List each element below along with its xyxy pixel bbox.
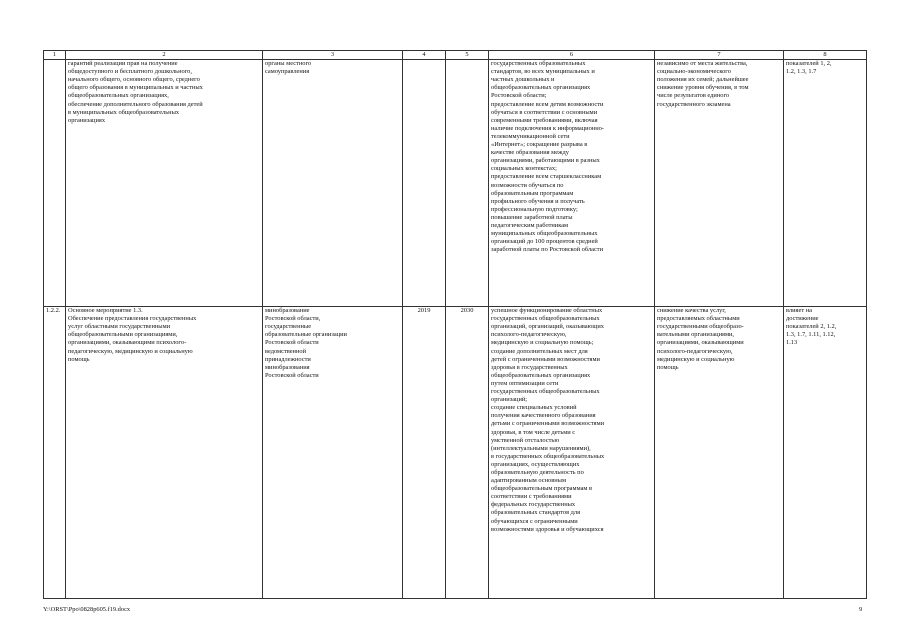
text-line: муниципальных общеобразовательных [491, 230, 598, 238]
text-line: 1.3, 1.7, 1.11, 1.12, [786, 331, 836, 339]
text-line: организациями, оказывающими психолого- [68, 339, 187, 347]
text-line: Ростовской области [265, 339, 319, 347]
text-line: педагогическим работникам [491, 221, 569, 229]
text-line: снижение уровня обучения, в том [657, 84, 749, 92]
text-line: предоставление всем старшеклассникам [491, 173, 602, 181]
text-line: государственными общеобразо- [657, 323, 744, 331]
text-line: социально-экономического [657, 68, 731, 76]
text-line: качестве образования между [491, 149, 569, 157]
text-line: числе результатов единого [657, 92, 730, 100]
text-line: Основное мероприятие 1.3. [68, 307, 143, 315]
text-line: влияет на [786, 307, 812, 315]
text-line: путем оптимизации сети [491, 379, 559, 387]
text-line: медицинскую и социальную помощь; [491, 339, 594, 347]
text-line: показателей 2, 1.2, [786, 323, 837, 331]
text-line: организациях [68, 116, 106, 124]
row-number: 1.2.2. [44, 307, 66, 599]
text-line: стандартов, во всех муниципальных и [491, 68, 595, 76]
end-year-cell: 2030 [446, 307, 489, 599]
text-line: повышение заработной платы [491, 213, 573, 221]
consequences-cell [655, 60, 784, 307]
indicators-cell [784, 307, 867, 599]
text-line: возможностями здоровья и обучающихся [491, 525, 604, 533]
file-path: Y:\ORST\Ppo\0828p605.f19.docx [43, 606, 131, 613]
text-line: Ростовской области [265, 371, 319, 379]
text-line: образовательные организации [265, 331, 347, 339]
text-line: ведомственной [265, 347, 307, 355]
table-row [44, 307, 867, 599]
text-line: современными требованиями, включая [491, 116, 598, 124]
text-line: адаптированным основным [491, 477, 566, 485]
text-line: детьми с ограниченными возможностями [491, 420, 605, 428]
text-line: начального общего, основного общего, среднего [68, 76, 200, 84]
text-line: достижение [786, 315, 819, 323]
text-line: создание дополнительных мест для [491, 347, 588, 355]
text-line: предоставляемых областными [657, 315, 740, 323]
end-year-cell [446, 60, 489, 307]
text-line: общеобразовательными организациями, [68, 331, 178, 339]
page-number: 9 [859, 606, 863, 613]
text-line: положения их семей; дальнейшее [657, 76, 749, 84]
text-line: образовательную деятельность по [491, 468, 584, 476]
header-cell: 5 [446, 51, 489, 60]
consequences-cell [655, 307, 784, 599]
text-line: Ростовской области; [491, 92, 547, 100]
text-line: детей с ограниченными возможностями [491, 355, 600, 363]
header-cell: 7 [655, 51, 784, 60]
text-line: соответствии с требованиями [491, 493, 572, 501]
text-line: медицинскую и социальную [657, 355, 735, 363]
text-line: общего образования в муниципальных и частных [68, 84, 203, 92]
text-line: телекоммуникационной сети [491, 132, 570, 140]
text-line: независимо от места жительства, [657, 60, 748, 68]
table-row [44, 60, 867, 307]
text-line: (интеллектуальными нарушениями), [491, 444, 591, 452]
header-row [44, 51, 867, 60]
header-cell: 4 [403, 51, 446, 60]
text-line: образовательных стандартов для [491, 509, 581, 517]
text-line: помощь [657, 363, 679, 371]
expected-result-cell [489, 60, 655, 307]
text-line: помощь [68, 355, 90, 363]
expected-result-cell [489, 307, 655, 599]
program-table [43, 50, 867, 599]
text-line: обеспечение дополнительного образования детей [68, 100, 203, 108]
text-line: возможности обучаться по [491, 181, 564, 189]
text-line: профильного обучения и получать [491, 197, 585, 205]
text-line: общеобразовательных организациях [491, 371, 591, 379]
text-line: обучаться в соответствии с основными [491, 108, 598, 116]
header-cell: 3 [263, 51, 403, 60]
text-line: обучающихся с ограниченными [491, 517, 578, 525]
start-year-cell: 2019 [403, 307, 446, 599]
text-line: заработной платы по Ростовской области [491, 246, 604, 254]
text-line: государственных общеобразовательных [491, 388, 600, 396]
text-line: организациях, осуществляющих [491, 460, 580, 468]
text-line: организациями, работающими в разных [491, 157, 600, 165]
text-line: создание специальных условий [491, 404, 577, 412]
text-line: минобразование [265, 307, 310, 315]
text-line: предоставление всем детям возможности [491, 100, 604, 108]
text-line: образовательным программам [491, 189, 574, 197]
text-line: наличие подключения к информационно- [491, 124, 604, 132]
text-line: общеобразовательным программам в [491, 485, 593, 493]
text-line: социальных контекстах; [491, 165, 557, 173]
text-line: общеобразовательных организациях [491, 84, 591, 92]
text-line: здоровья в государственных [491, 363, 568, 371]
text-line: профессиональную подготовку; [491, 205, 578, 213]
text-line: гарантий реализации прав на получение [68, 60, 178, 68]
text-line: организаций; [491, 396, 528, 404]
measure-name-cell [66, 60, 263, 307]
text-line: самоуправления [265, 68, 310, 76]
text-line: психолого-педагогическую, [491, 331, 567, 339]
text-line: «Интернет»; сокращение разрыва в [491, 141, 588, 149]
text-line: организаций, организаций, оказывающих [491, 323, 604, 331]
text-line: педагогическую, медицинскую и социальную [68, 347, 193, 355]
text-line: 1.13 [786, 339, 798, 347]
text-line: в государственных общеобразовательных [491, 452, 605, 460]
text-line: в муниципальных общеобразовательных [68, 108, 180, 116]
text-line: государственные [265, 323, 312, 331]
text-line: Ростовской области, [265, 315, 321, 323]
text-line: организаций до 100 процентов средней [491, 238, 598, 246]
start-year-cell [403, 60, 446, 307]
responsible-cell [263, 60, 403, 307]
header-cell: 2 [66, 51, 263, 60]
text-line: общедоступного и бесплатного дошкольного, [68, 68, 192, 76]
text-line: психолого-педагогическую, [657, 347, 733, 355]
header-cell: 6 [489, 51, 655, 60]
text-line: федеральных государственных [491, 501, 576, 509]
text-line: государственного экзамена [657, 100, 731, 108]
text-line: вательными организациями, [657, 331, 735, 339]
text-line: минобразования [265, 363, 310, 371]
text-line: государственных общеобразовательных [491, 315, 600, 323]
row-number [44, 60, 66, 307]
text-line: принадлежности [265, 355, 311, 363]
text-line: здоровья, в том числе детьми с [491, 428, 576, 436]
text-line: получения качественного образования [491, 412, 596, 420]
text-line: органы местного [265, 60, 312, 68]
text-line: организациями, оказывающими [657, 339, 744, 347]
text-line: снижение качества услуг, [657, 307, 726, 315]
responsible-cell [263, 307, 403, 599]
header-cell: 8 [784, 51, 867, 60]
indicators-cell [784, 60, 867, 307]
text-line: показателей 1, 2, [786, 60, 832, 68]
text-line: умственной отсталостью [491, 436, 560, 444]
text-line: частных дошкольных и [491, 76, 555, 84]
text-line: государственных образовательных [491, 60, 586, 68]
measure-name-cell [66, 307, 263, 599]
header-cell: 1 [44, 51, 66, 60]
text-line: 1.2, 1.3, 1.7 [786, 68, 817, 76]
text-line: успешное функционирование областных [491, 307, 603, 315]
text-line: услуг областными государственными [68, 323, 171, 331]
text-line: общеобразовательных организациях, [68, 92, 169, 100]
text-line: Обеспечение предоставления государственных [68, 315, 197, 323]
